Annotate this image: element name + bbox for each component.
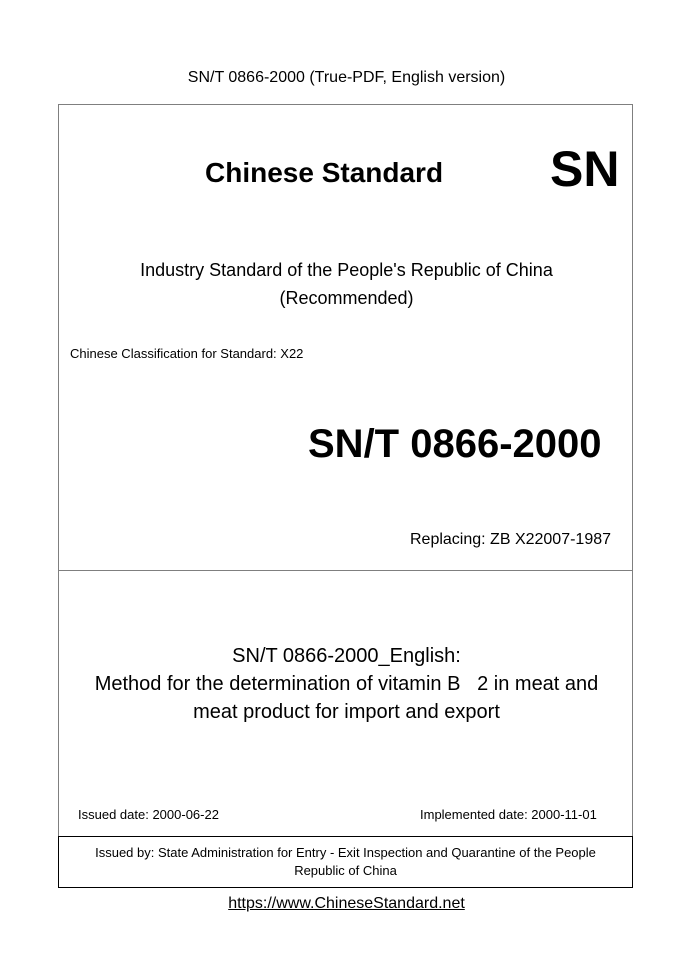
industry-line-1: Industry Standard of the People's Republic of China bbox=[140, 260, 553, 280]
document-title bbox=[0, 642, 693, 726]
replacing-text: Replacing: ZB X22007-1987 bbox=[410, 531, 612, 548]
implemented-date: Implemented date: 2000-11-01 bbox=[420, 807, 597, 822]
industry-line-2: (Recommended) bbox=[279, 288, 414, 308]
industry-standard-heading bbox=[0, 256, 693, 312]
standard-number: SN/T 0866-2000 bbox=[308, 422, 602, 466]
issued-date: Issued date: 2000-06-22 bbox=[78, 807, 219, 822]
cover-divider bbox=[58, 570, 633, 571]
page-header: SN/T 0866-2000 (True-PDF, English version) bbox=[187, 69, 506, 86]
cover-title: Chinese Standard bbox=[205, 157, 444, 188]
issuer-box bbox=[58, 836, 633, 888]
footer bbox=[0, 894, 693, 914]
website-link[interactable]: https://www.ChineseStandard.net bbox=[228, 895, 465, 912]
issuer-line-2: Republic of China bbox=[294, 863, 397, 878]
document-title-line-2: Method for the determination of vitamin B 2 in meat and bbox=[94, 673, 599, 695]
document-title-line-3: meat product for import and export bbox=[193, 701, 500, 723]
classification-text: Chinese Classification for Standard: X22 bbox=[70, 346, 304, 361]
cover-frame bbox=[58, 104, 633, 888]
issuer-line-1: Issued by: State Administration for Entry - Exit Inspection and Quarantine of the People bbox=[95, 845, 596, 860]
sn-mark: SN bbox=[550, 141, 620, 197]
document-title-line-1: SN/T 0866-2000_English: bbox=[232, 645, 461, 667]
